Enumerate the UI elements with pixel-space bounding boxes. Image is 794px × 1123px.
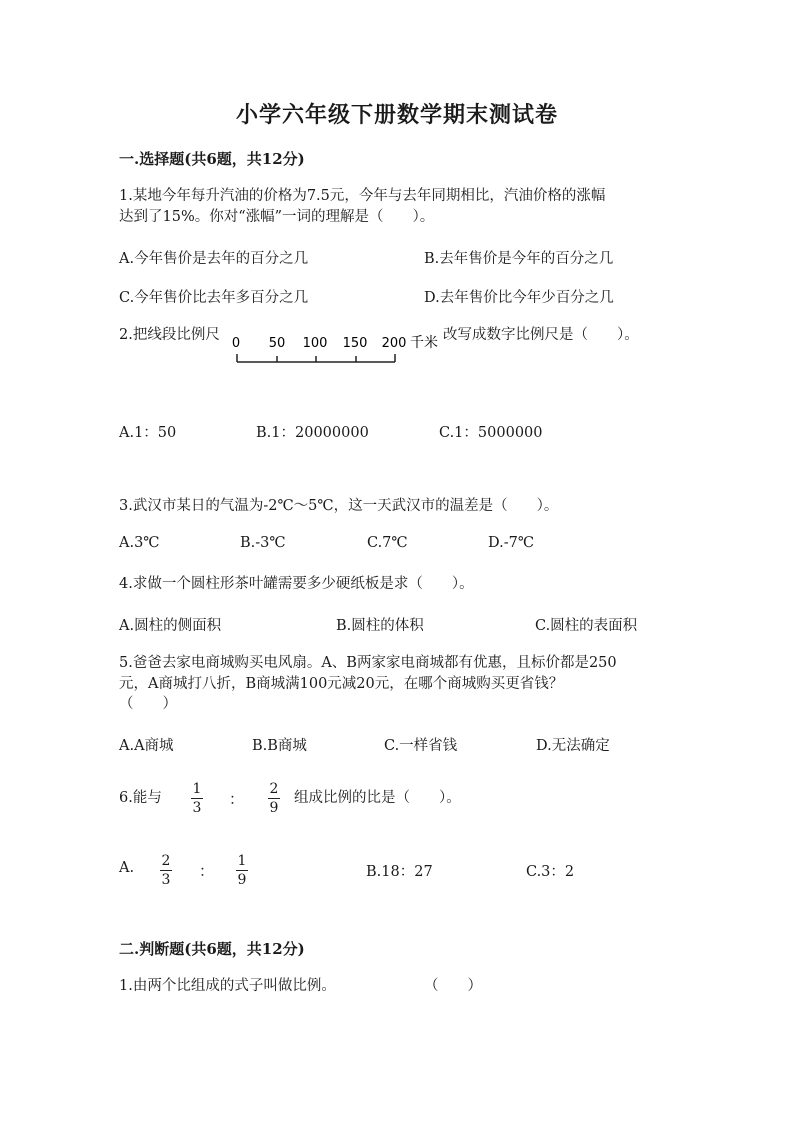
- q2-text-before: 2.把线段比例尺: [119, 327, 220, 343]
- q6-option-a-fraction-2: [236, 853, 248, 888]
- q6-option-c: C.3：2: [526, 864, 575, 880]
- q6-option-a-label: A.: [119, 860, 135, 876]
- line-scale-diagram: [230, 332, 445, 368]
- fraction-numerator: 2: [161, 853, 171, 869]
- q5-option-c: C.一样省钱: [384, 738, 458, 754]
- s2-q1-text: 1.由两个比组成的式子叫做比例。: [119, 978, 336, 994]
- q5-line3: （ ）: [119, 696, 177, 712]
- q5-line1: 5.爸爸去家电商城购买电风扇。A、B两家家电商城都有优惠，且标价都是250: [119, 655, 617, 671]
- q6-prefix: 6.能与: [119, 790, 162, 806]
- q6-fraction-2: [268, 781, 280, 816]
- scale-tick-label-200: 200: [381, 336, 407, 351]
- scale-tick-label-150: 150: [342, 336, 368, 351]
- fraction-bar: [236, 870, 248, 871]
- fraction-denominator: 3: [192, 800, 202, 816]
- fraction-denominator: 3: [161, 872, 171, 888]
- q6-ratio-colon: ：: [229, 790, 245, 808]
- scale-tick-label-0: 0: [231, 336, 241, 351]
- q3-option-c: C.7℃: [367, 535, 408, 551]
- q5-line2: 元，A商城打八折，B商城满100元减20元，在哪个商城购买更省钱？: [119, 676, 564, 692]
- q4-option-a: A.圆柱的侧面积: [119, 618, 222, 634]
- section-2-heading: 二.判断题(共6题，共12分): [119, 940, 305, 958]
- q2-option-c: C.1：5000000: [439, 425, 543, 441]
- q6-option-a-fraction-1: [160, 853, 172, 888]
- q1-option-a: A.今年售价是去年的百分之几: [119, 251, 309, 267]
- q2-option-b: B.1：20000000: [256, 425, 369, 441]
- q5-option-a: A.A商城: [119, 738, 174, 754]
- fraction-bar: [191, 798, 203, 799]
- page-title: 小学六年级下册数学期末测试卷: [235, 102, 558, 128]
- scale-tick-label-50: 50: [268, 336, 286, 351]
- section-1-heading: 一.选择题(共6题，共12分): [119, 150, 305, 168]
- q4-text: 4.求做一个圆柱形茶叶罐需要多少硬纸板是求（ ）。: [119, 576, 474, 592]
- q1-option-d: D.去年售价比今年少百分之几: [424, 290, 614, 306]
- q2-text-after: 改写成数字比例尺是（ ）。: [443, 327, 639, 343]
- scale-tick-label-100: 100: [302, 336, 328, 351]
- scale-unit-label: 千米: [410, 335, 438, 351]
- q1-option-c: C.今年售价比去年多百分之几: [119, 290, 309, 306]
- fraction-numerator: 1: [237, 853, 247, 869]
- q3-text: 3.武汉市某日的气温为-2℃～5℃，这一天武汉市的温差是（ ）。: [119, 498, 559, 514]
- q1-line2: 达到了15%。你对“涨幅”一词的理解是（ ）。: [119, 209, 435, 225]
- fraction-numerator: 2: [269, 781, 279, 797]
- fraction-bar: [160, 870, 172, 871]
- q3-option-a: A.3℃: [119, 535, 160, 551]
- q4-option-c: C.圆柱的表面积: [535, 618, 638, 634]
- s2-q1-answer-blank: （ ）: [424, 978, 482, 994]
- q1-option-b: B.去年售价是今年的百分之几: [424, 251, 614, 267]
- q6-option-b: B.18：27: [366, 864, 433, 880]
- q5-option-b: B.B商城: [252, 738, 307, 754]
- q1-line1: 1.某地今年每升汽油的价格为7.5元，今年与去年同期相比，汽油价格的涨幅: [119, 188, 606, 204]
- q4-option-b: B.圆柱的体积: [336, 618, 424, 634]
- q3-option-d: D.-7℃: [488, 535, 535, 551]
- fraction-bar: [268, 798, 280, 799]
- fraction-denominator: 9: [237, 872, 247, 888]
- q6-fraction-1: [191, 781, 203, 816]
- q6-option-a-colon: ：: [199, 862, 215, 880]
- q3-option-b: B.-3℃: [240, 535, 286, 551]
- q6-suffix: 组成比例的比是（ ）。: [294, 790, 461, 806]
- fraction-numerator: 1: [192, 781, 202, 797]
- fraction-denominator: 9: [269, 800, 279, 816]
- q5-option-d: D.无法确定: [536, 738, 610, 754]
- q2-option-a: A.1：50: [119, 425, 177, 441]
